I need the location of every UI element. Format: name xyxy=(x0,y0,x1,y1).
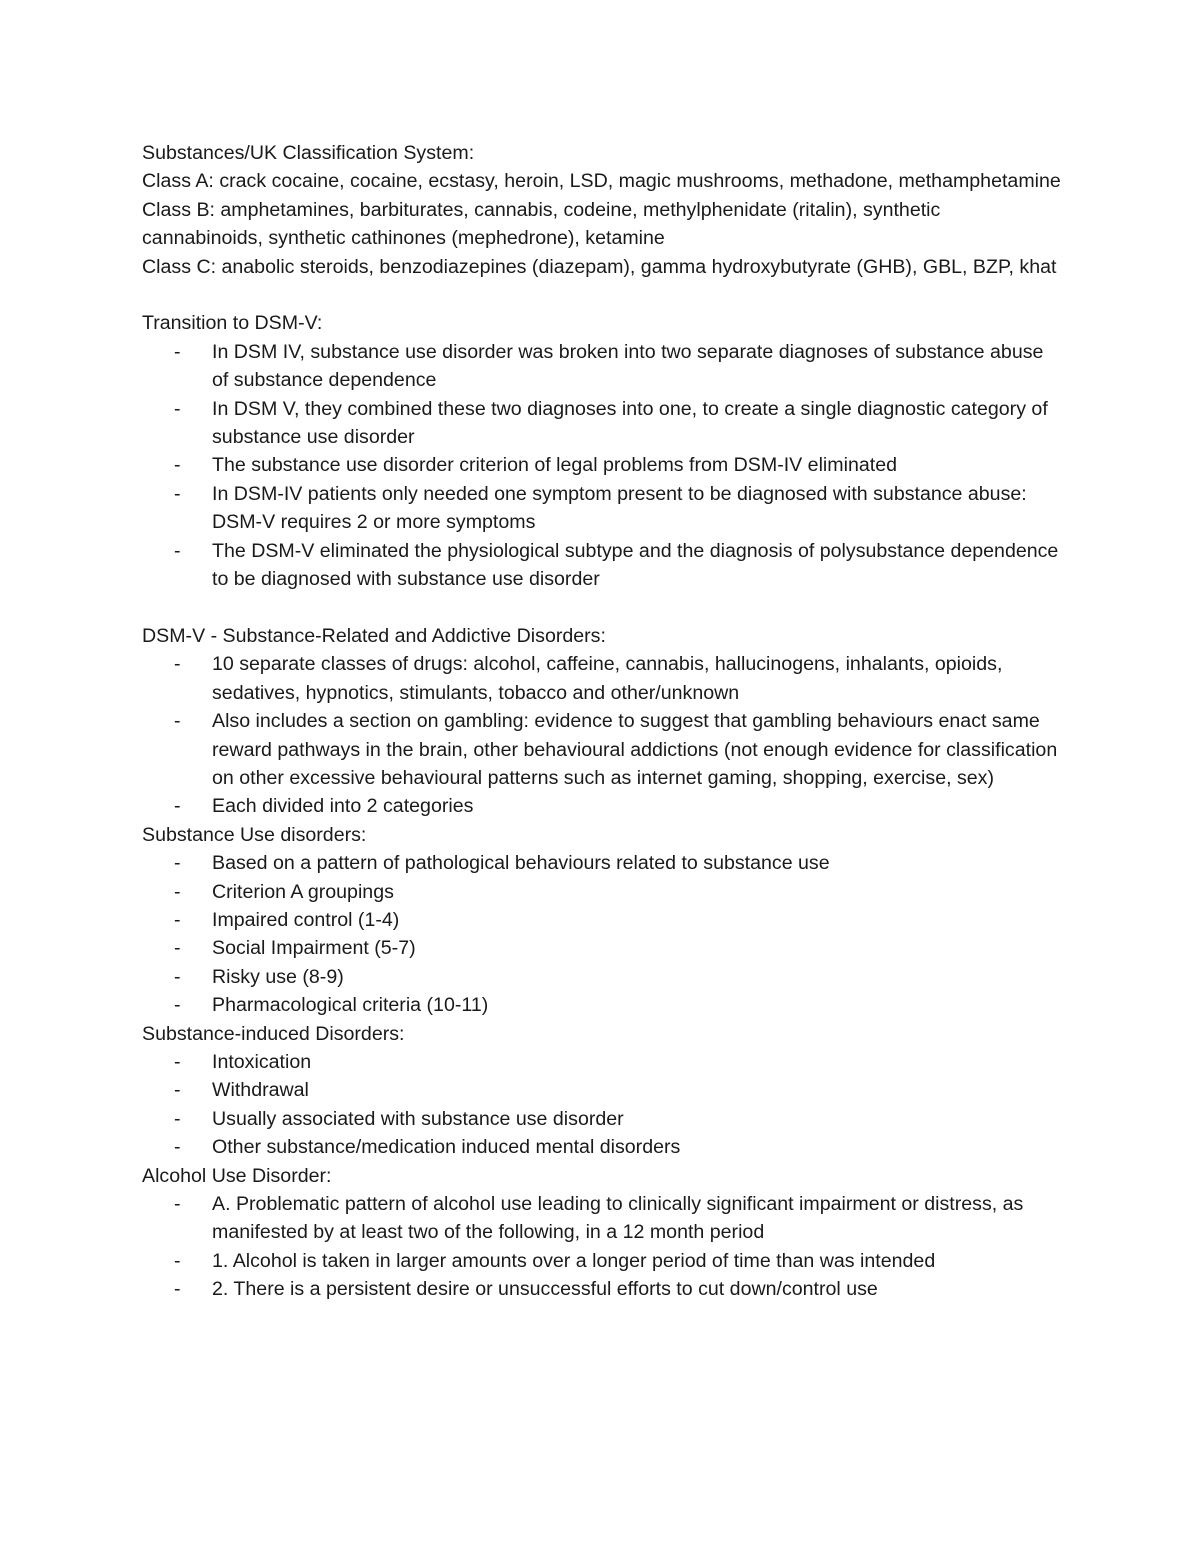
bullet-list xyxy=(142,338,1062,594)
list-item-text: Intoxication xyxy=(212,1050,312,1073)
section-heading: DSM-V - Substance-Related and Addictive Disorders: xyxy=(142,624,606,647)
list-item-text: Other substance/medication induced mental disorders xyxy=(212,1136,681,1159)
list-item-text: Also includes a section on gambling: evidence to suggest that gambling behaviours enact same reward pathways in the brain, other behavioural addictions (not enough evidence for classification on other excessive behavioural patterns such as internet gaming, shopping, exercise, sex) xyxy=(212,710,1058,789)
bullet-list xyxy=(142,849,1062,1019)
section-heading: Substance-induced Disorders: xyxy=(142,1022,405,1045)
section-dsm5-related xyxy=(142,622,1062,821)
list-item xyxy=(174,1133,1062,1161)
dash-bullet: - xyxy=(174,1079,181,1102)
list-item-text: Each divided into 2 categories xyxy=(212,795,474,818)
section-substances xyxy=(142,139,1062,281)
list-item xyxy=(174,849,1062,877)
list-item xyxy=(174,991,1062,1019)
list-item xyxy=(174,1105,1062,1133)
dash-bullet: - xyxy=(174,482,181,505)
dash-bullet: - xyxy=(174,994,181,1017)
list-item-text: Risky use (8-9) xyxy=(212,965,344,988)
dash-bullet: - xyxy=(174,908,181,931)
section-heading: Substance Use disorders: xyxy=(142,823,367,846)
dash-bullet: - xyxy=(174,397,181,420)
list-item-text: 2. There is a persistent desire or unsuccessful efforts to cut down/control use xyxy=(212,1278,878,1301)
dash-bullet: - xyxy=(174,1249,181,1272)
list-item xyxy=(174,1275,1062,1303)
spacer xyxy=(142,281,1062,309)
list-item-text: Withdrawal xyxy=(212,1079,309,1102)
list-item xyxy=(174,878,1062,906)
list-item xyxy=(174,1190,1062,1247)
list-item xyxy=(174,480,1062,537)
list-item-text: 1. Alcohol is taken in larger amounts over a longer period of time than was intended xyxy=(212,1249,936,1272)
list-item-text: In DSM-IV patients only needed one symptom present to be diagnosed with substance abuse: DSM-V requires 2 or more symptoms xyxy=(212,482,1027,534)
dash-bullet: - xyxy=(174,965,181,988)
list-item xyxy=(174,537,1062,594)
list-item-text: The DSM-V eliminated the physiological subtype and the diagnosis of polysubstance dependence to be diagnosed with substance use disorder xyxy=(212,539,1059,591)
list-item-text: Based on a pattern of pathological behaviours related to substance use xyxy=(212,852,830,875)
dash-bullet: - xyxy=(174,852,181,875)
class-b-line: Class B: amphetamines, barbiturates, cannabis, codeine, methylphenidate (ritalin), synthetic cannabinoids, synthetic cathinones (mephedrone), ketamine xyxy=(142,198,941,250)
list-item-text: Criterion A groupings xyxy=(212,880,394,903)
list-item xyxy=(174,650,1062,707)
list-item xyxy=(174,338,1062,395)
bullet-list xyxy=(142,1048,1062,1162)
section-heading: Transition to DSM-V: xyxy=(142,312,323,335)
list-item-text: Social Impairment (5-7) xyxy=(212,937,416,960)
list-item-text: The substance use disorder criterion of legal problems from DSM-IV eliminated xyxy=(212,454,897,477)
list-item xyxy=(174,963,1062,991)
list-item-text: In DSM IV, substance use disorder was broken into two separate diagnoses of substance abuse of substance dependence xyxy=(212,340,1044,392)
spacer xyxy=(142,593,1062,621)
dash-bullet: - xyxy=(174,340,181,363)
bullet-list xyxy=(142,1190,1062,1304)
dash-bullet: - xyxy=(174,653,181,676)
list-item xyxy=(174,934,1062,962)
list-item xyxy=(174,395,1062,452)
dash-bullet: - xyxy=(174,1278,181,1301)
list-item xyxy=(174,1048,1062,1076)
section-transition xyxy=(142,309,1062,593)
document-body xyxy=(142,139,1062,1304)
dash-bullet: - xyxy=(174,454,181,477)
dash-bullet: - xyxy=(174,880,181,903)
list-item xyxy=(174,1247,1062,1275)
list-item-text: A. Problematic pattern of alcohol use leading to clinically significant impairment or distress, as manifested by at least two of the following, in a 12 month period xyxy=(212,1193,1024,1244)
list-item-text: Usually associated with substance use disorder xyxy=(212,1107,624,1130)
list-item-text: Pharmacological criteria (10-11) xyxy=(212,994,489,1017)
dash-bullet: - xyxy=(174,1193,181,1215)
section-heading: Substances/UK Classification System: xyxy=(142,142,475,164)
list-item-text: 10 separate classes of drugs: alcohol, caffeine, cannabis, hallucinogens, inhalants, opioids, sedatives, hypnotics, stimulants, tobacco and other/unknown xyxy=(212,653,1003,704)
list-item xyxy=(174,451,1062,479)
section-induced-disorders xyxy=(142,1020,1062,1162)
bullet-list xyxy=(142,650,1062,820)
dash-bullet: - xyxy=(174,1050,181,1073)
class-c-line: Class C: anabolic steroids, benzodiazepines (diazepam), gamma hydroxybutyrate (GHB), GBL, BZP, khat xyxy=(142,255,1057,278)
dash-bullet: - xyxy=(174,937,181,960)
dash-bullet: - xyxy=(174,1136,181,1159)
list-item xyxy=(174,906,1062,934)
list-item xyxy=(174,792,1062,820)
section-use-disorders xyxy=(142,821,1062,1020)
dash-bullet: - xyxy=(174,795,181,818)
dash-bullet: - xyxy=(174,710,181,733)
dash-bullet: - xyxy=(174,539,181,562)
list-item-text: In DSM V, they combined these two diagnoses into one, to create a single diagnostic category of substance use disorder xyxy=(212,397,1048,449)
list-item-text: Impaired control (1-4) xyxy=(212,908,400,931)
section-heading: Alcohol Use Disorder: xyxy=(142,1164,332,1187)
dash-bullet: - xyxy=(174,1107,181,1130)
section-alcohol xyxy=(142,1162,1062,1304)
list-item xyxy=(174,1076,1062,1104)
list-item xyxy=(174,707,1062,792)
class-a-line: Class A: crack cocaine, cocaine, ecstasy, heroin, LSD, magic mushrooms, methadone, methamphetamine xyxy=(142,170,1061,193)
